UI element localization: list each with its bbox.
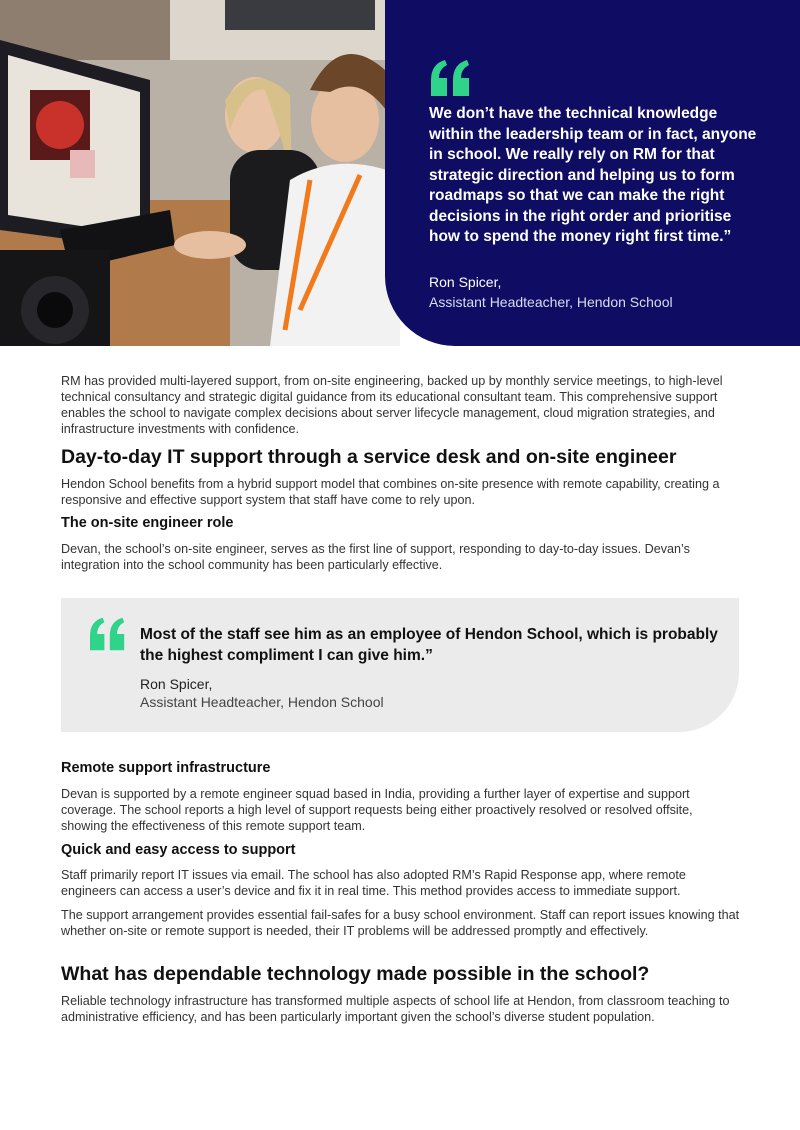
double-quote-icon [429,58,473,98]
classroom-photo-illustration [0,0,400,346]
hero-quote-role: Assistant Headteacher, Hendon School [429,294,673,310]
access-body-2: The support arrangement provides essential fail-safes for a busy school environment. Staff can report issues knowing that whether on-site or remote support is needed, their IT problems will be addressed promptly and effectively. [61,908,740,938]
onsite-heading: The on-site engineer role [61,515,234,531]
classroom-photo [0,0,400,346]
section3-body: Reliable technology infrastructure has transformed multiple aspects of school life at Hendon, from classroom teaching to administrative efficiency, and has been particularly important given the school’s diverse student population. [61,994,730,1024]
intro-paragraph: RM has provided multi-layered support, from on-site engineering, backed up by monthly service meetings, to high-level technical consultancy and strategic digital guidance from its educational consultant team. This comprehensive support enables the school to navigate complex decisions about server lifecycle management, cloud migration strategies, and infrastructure investments with confidence. [61,374,723,436]
section1-heading: Day-to-day IT support through a service desk and on-site engineer [61,446,677,468]
pull-quote-text: Most of the staff see him as an employee of Hendon School, which is probably the highest compliment I can give him.” [140,626,718,664]
pull-quote-author: Ron Spicer, [140,676,213,692]
hero-quote-panel [385,0,800,346]
section1-body: Hendon School benefits from a hybrid support model that combines on-site presence with remote capability, creating a responsive and effective support system that staff have come to rely upon. [61,477,720,507]
pull-quote-role: Assistant Headteacher, Hendon School [140,694,384,710]
onsite-body: Devan, the school’s on-site engineer, serves as the first line of support, responding to day-to-day issues. Devan’s integration into the school community has been particularly effective. [61,542,690,572]
remote-heading: Remote support infrastructure [61,760,271,776]
pull-quote-box [61,598,739,732]
remote-body: Devan is supported by a remote engineer squad based in India, providing a further layer of expertise and support coverage. The school reports a high level of support requests being either proactively resolved or resolved offsite, showing the effectiveness of this remote support team. [61,787,693,833]
section3-heading: What has dependable technology made possible in the school? [61,963,650,985]
hero-quote-text: We don’t have the technical knowledge within the leadership team or in fact, anyone in school. We really rely on RM for that strategic direction and helping us to form roadmaps so that we can make the right decisions in the right order and prioritise how to spend the money right first time.” [429,105,757,245]
access-body-1: Staff primarily report IT issues via email. The school has also adopted RM’s Rapid Response app, where remote engineers can access a user’s device and fix it in real time. This method provides access to immediate support. [61,868,686,898]
hero-quote-author: Ron Spicer, [429,274,502,290]
double-quote-icon [87,616,129,652]
hero [0,0,800,346]
access-heading: Quick and easy access to support [61,842,296,858]
